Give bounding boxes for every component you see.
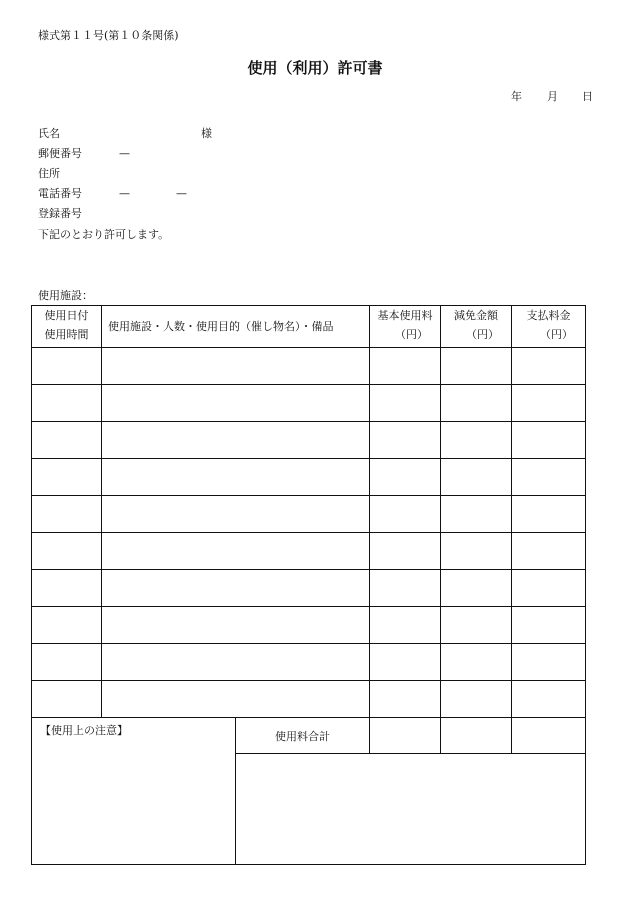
table-row bbox=[32, 385, 586, 422]
cell-date[interactable] bbox=[32, 681, 102, 718]
cell-description[interactable] bbox=[102, 607, 370, 644]
table-row bbox=[32, 459, 586, 496]
phone-separator-1: — bbox=[119, 187, 130, 200]
facility-label: 使用施設： bbox=[38, 289, 93, 302]
cell-basic-fee[interactable] bbox=[370, 348, 441, 385]
header-date-time bbox=[32, 306, 102, 348]
table-row bbox=[32, 533, 586, 570]
header-reduction bbox=[441, 306, 512, 348]
cell-date[interactable] bbox=[32, 385, 102, 422]
header-reduction-unit: （円） bbox=[466, 328, 499, 341]
header-payment-unit: （円） bbox=[540, 328, 573, 341]
cell-reduction[interactable] bbox=[441, 459, 512, 496]
cell-reduction[interactable] bbox=[441, 496, 512, 533]
table-row bbox=[32, 422, 586, 459]
cell-reduction[interactable] bbox=[441, 533, 512, 570]
table-row bbox=[32, 644, 586, 681]
header-payment-label: 支払料金 bbox=[526, 309, 571, 322]
header-basic-fee-unit: （円） bbox=[395, 328, 428, 341]
date-day: 日 bbox=[582, 90, 593, 103]
cell-date[interactable] bbox=[32, 644, 102, 681]
cell-reduction[interactable] bbox=[441, 348, 512, 385]
address-label: 住所 bbox=[38, 167, 60, 180]
cell-date[interactable] bbox=[32, 459, 102, 496]
date-year: 年 bbox=[511, 90, 522, 103]
permission-statement: 下記のとおり許可します。 bbox=[38, 228, 170, 241]
cell-description[interactable] bbox=[102, 644, 370, 681]
header-date-label: 使用日付 bbox=[44, 309, 89, 322]
table-row bbox=[32, 348, 586, 385]
table-row bbox=[32, 607, 586, 644]
cell-description[interactable] bbox=[102, 422, 370, 459]
cell-description[interactable] bbox=[102, 533, 370, 570]
cell-reduction[interactable] bbox=[441, 644, 512, 681]
header-reduction-label: 減免金額 bbox=[454, 309, 498, 322]
cell-basic-fee[interactable] bbox=[370, 422, 441, 459]
usage-notes-label: 【使用上の注意】 bbox=[40, 724, 128, 737]
cell-date[interactable] bbox=[32, 607, 102, 644]
phone-label: 電話番号 bbox=[38, 187, 82, 200]
cell-basic-fee[interactable] bbox=[370, 533, 441, 570]
table-row bbox=[32, 681, 586, 718]
total-row bbox=[32, 718, 586, 754]
cell-basic-fee[interactable] bbox=[370, 607, 441, 644]
cell-basic-fee[interactable] bbox=[370, 644, 441, 681]
cell-basic-fee[interactable] bbox=[370, 385, 441, 422]
cell-date[interactable] bbox=[32, 496, 102, 533]
cell-payment[interactable] bbox=[512, 570, 586, 607]
cell-description[interactable] bbox=[102, 348, 370, 385]
total-label: 使用料合計 bbox=[236, 718, 370, 754]
table-row bbox=[32, 496, 586, 533]
total-payment[interactable] bbox=[512, 718, 586, 754]
cell-basic-fee[interactable] bbox=[370, 459, 441, 496]
total-reduction[interactable] bbox=[441, 718, 512, 754]
table-row bbox=[32, 570, 586, 607]
notes-remainder[interactable] bbox=[236, 754, 586, 865]
cell-description[interactable] bbox=[102, 385, 370, 422]
cell-date[interactable] bbox=[32, 570, 102, 607]
name-label: 氏名 bbox=[38, 127, 60, 140]
table-header-row bbox=[32, 306, 586, 348]
header-payment bbox=[512, 306, 586, 348]
cell-payment[interactable] bbox=[512, 533, 586, 570]
cell-basic-fee[interactable] bbox=[370, 681, 441, 718]
cell-date[interactable] bbox=[32, 533, 102, 570]
cell-basic-fee[interactable] bbox=[370, 496, 441, 533]
cell-description[interactable] bbox=[102, 459, 370, 496]
phone-separator-2: — bbox=[176, 187, 187, 200]
cell-payment[interactable] bbox=[512, 385, 586, 422]
cell-payment[interactable] bbox=[512, 607, 586, 644]
header-basic-fee-label: 基本使用料 bbox=[377, 309, 433, 322]
cell-description[interactable] bbox=[102, 681, 370, 718]
postal-separator: — bbox=[119, 147, 130, 160]
cell-payment[interactable] bbox=[512, 681, 586, 718]
cell-reduction[interactable] bbox=[441, 422, 512, 459]
cell-reduction[interactable] bbox=[441, 385, 512, 422]
cell-reduction[interactable] bbox=[441, 570, 512, 607]
cell-payment[interactable] bbox=[512, 496, 586, 533]
cell-payment[interactable] bbox=[512, 422, 586, 459]
total-basic-fee[interactable] bbox=[370, 718, 441, 754]
registration-label: 登録番号 bbox=[38, 207, 82, 220]
usage-notes-area[interactable] bbox=[32, 718, 236, 865]
cell-basic-fee[interactable] bbox=[370, 570, 441, 607]
cell-description[interactable] bbox=[102, 496, 370, 533]
cell-payment[interactable] bbox=[512, 459, 586, 496]
cell-date[interactable] bbox=[32, 348, 102, 385]
honorific: 様 bbox=[201, 127, 212, 140]
header-basic-fee bbox=[370, 306, 441, 348]
permit-table bbox=[31, 305, 586, 865]
cell-payment[interactable] bbox=[512, 644, 586, 681]
form-number: 様式第１１号(第１０条関係) bbox=[38, 29, 179, 42]
cell-reduction[interactable] bbox=[441, 607, 512, 644]
header-time-label: 使用時間 bbox=[44, 328, 89, 341]
cell-date[interactable] bbox=[32, 422, 102, 459]
date-month: 月 bbox=[547, 90, 558, 103]
cell-description[interactable] bbox=[102, 570, 370, 607]
page-title: 使用（利用）許可書 bbox=[247, 59, 383, 77]
cell-reduction[interactable] bbox=[441, 681, 512, 718]
header-description: 使用施設・人数・使用目的（催し物名）・備品 bbox=[102, 306, 370, 348]
postal-label: 郵便番号 bbox=[38, 147, 82, 160]
cell-payment[interactable] bbox=[512, 348, 586, 385]
